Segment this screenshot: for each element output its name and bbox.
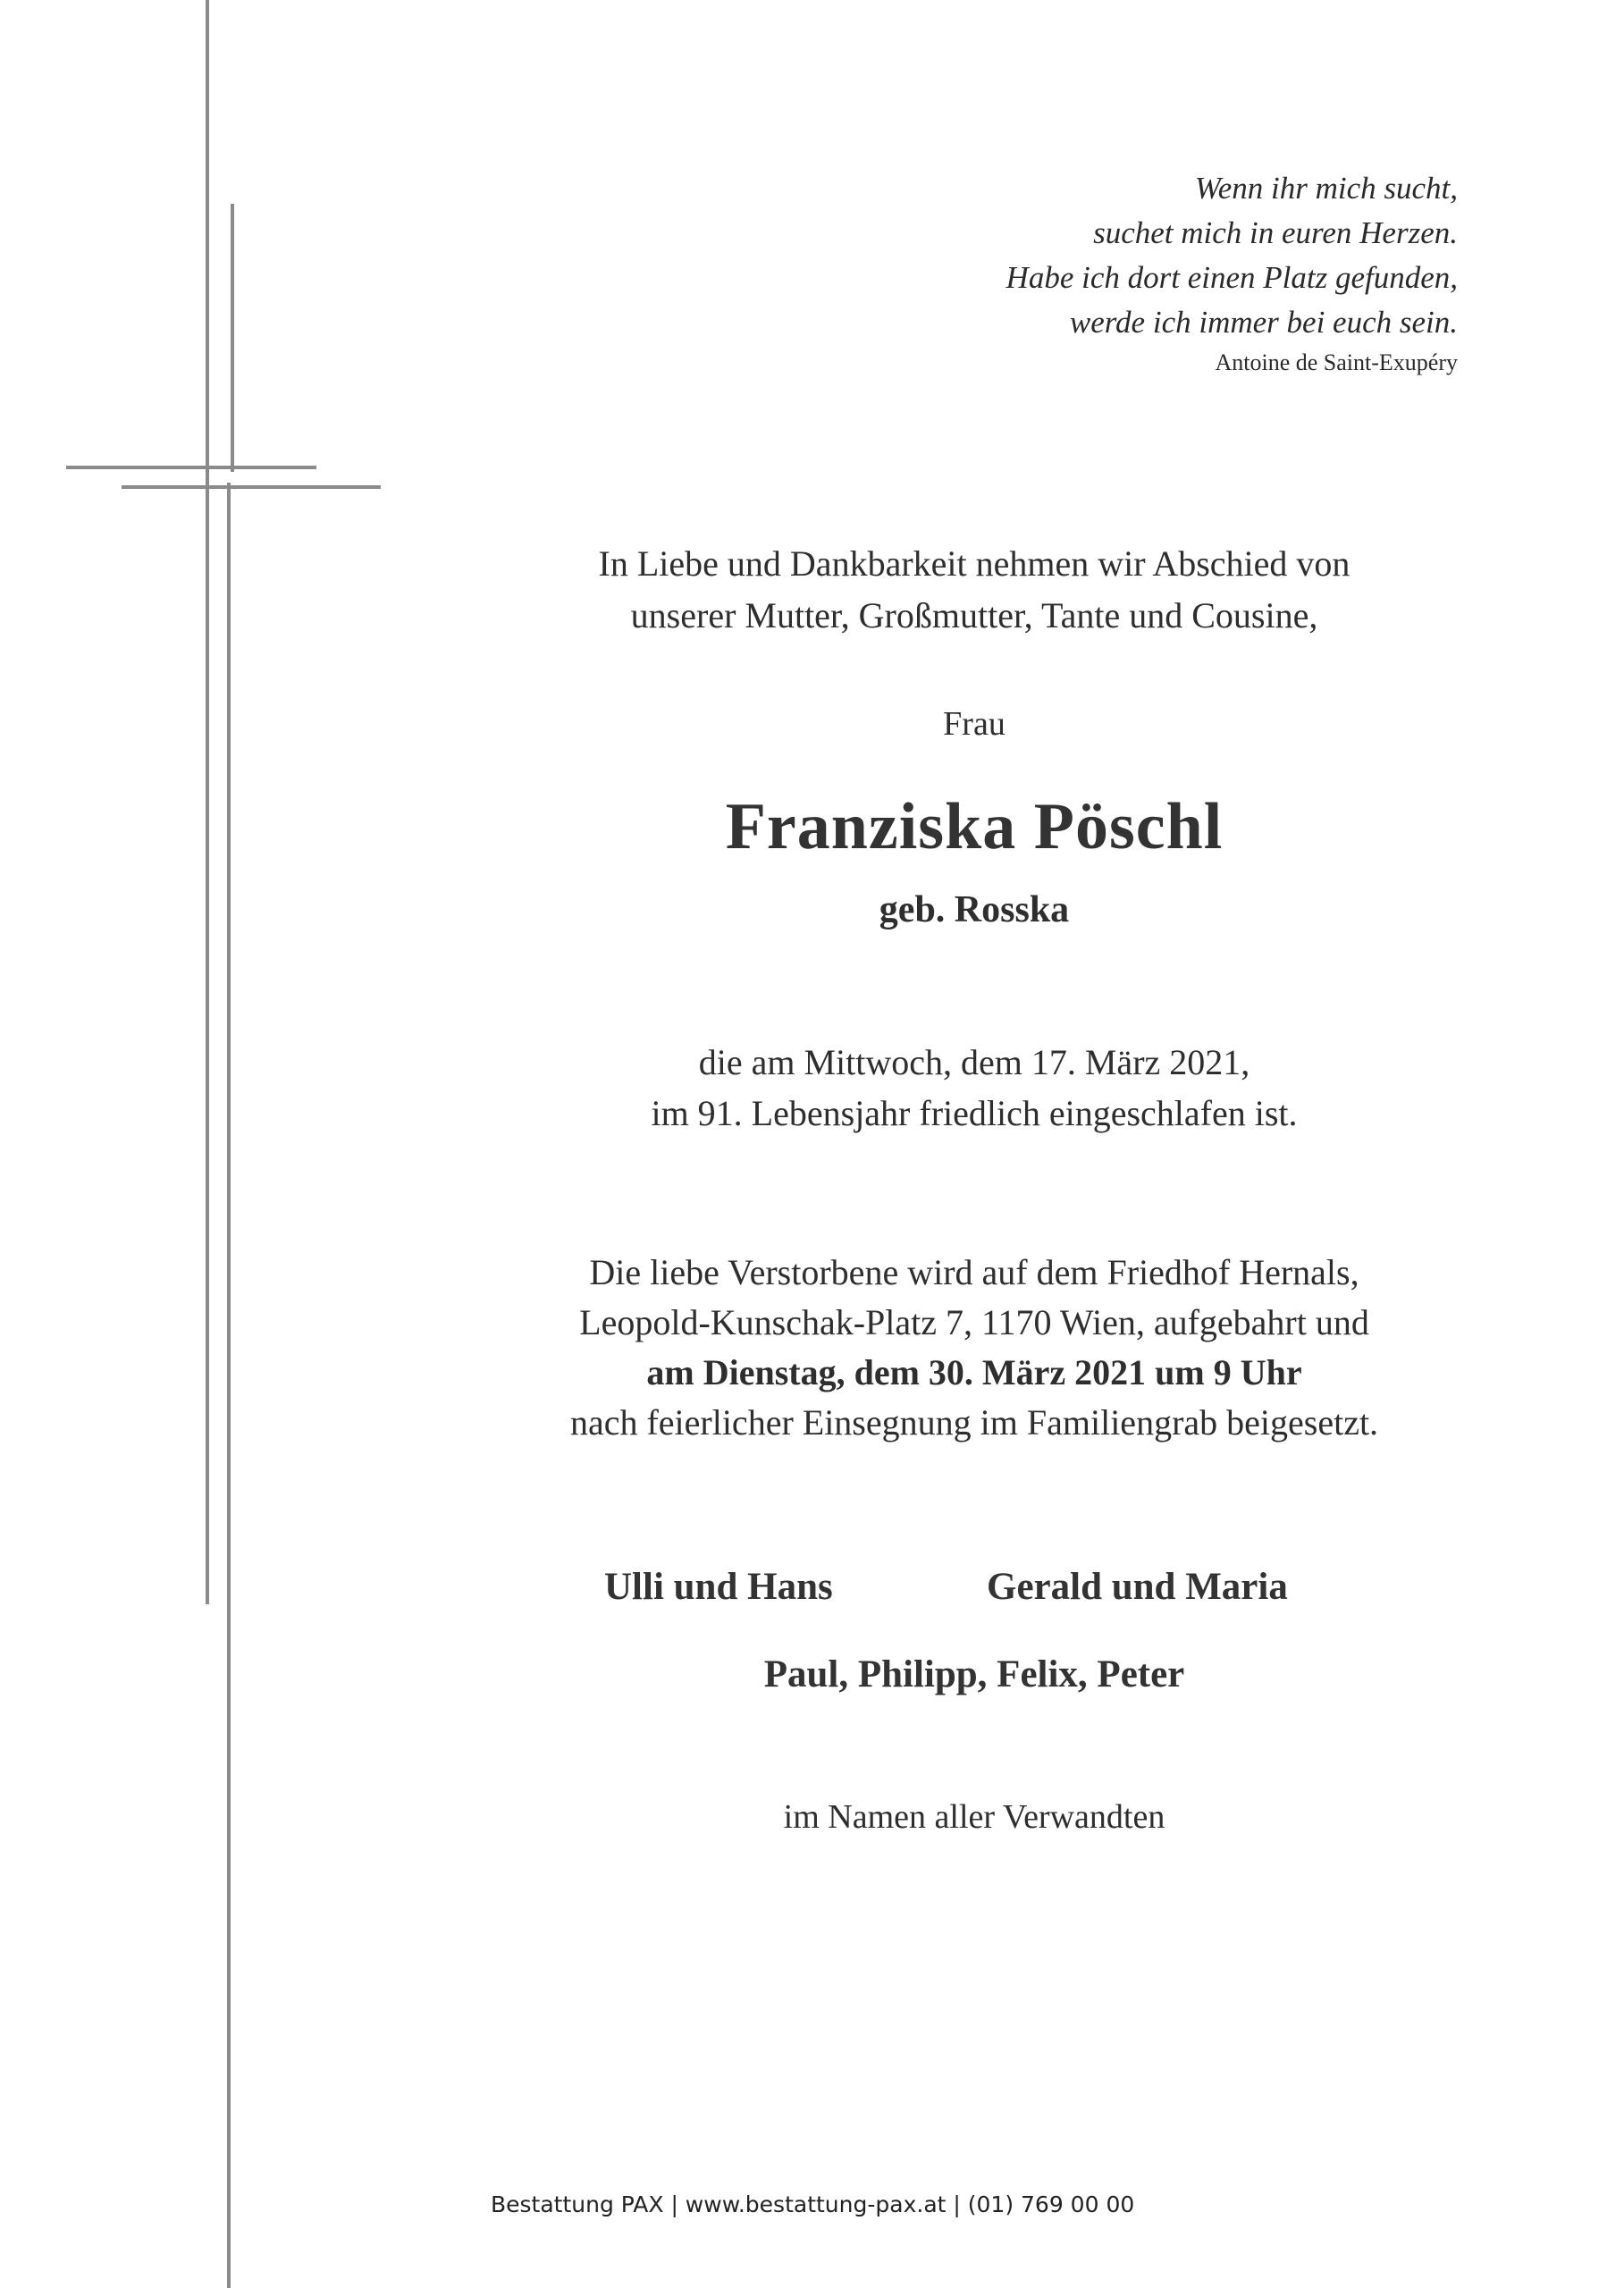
death-line: die am Mittwoch, dem 17. März 2021,	[698, 1042, 1250, 1082]
mourner-left: Ulli und Hans	[604, 1566, 833, 1608]
deceased-name: Franziska Pöschl	[725, 790, 1224, 863]
cross-horizontal-upper	[66, 466, 316, 469]
footer-contact: Bestattung PAX | www.bestattung-pax.at | (01) 769 00 00	[491, 2191, 1135, 2217]
intro-text	[501, 538, 1448, 642]
maiden-name: geb. Rosska	[879, 889, 1070, 930]
mourner-grandchildren: Paul, Philipp, Felix, Peter	[763, 1653, 1185, 1695]
funeral-line: Die liebe Verstorbene wird auf dem Friedhof Hernals,	[589, 1252, 1359, 1292]
quote-author: Antoine de Saint-Exupéry	[1215, 349, 1458, 375]
cross-vertical-right-long	[227, 483, 231, 2288]
closing-line: im Namen aller Verwandten	[783, 1798, 1165, 1836]
funeral-info	[501, 1248, 1448, 1448]
quote-line: Habe ich dort einen Platz gefunden,	[1006, 260, 1458, 295]
cross-vertical-left-long	[206, 0, 209, 1604]
salutation: Frau	[943, 705, 1006, 743]
funeral-line: nach feierlicher Einsegnung im Familiengrab beigesetzt.	[569, 1402, 1379, 1443]
death-line: im 91. Lebensjahr friedlich eingeschlafen ist.	[651, 1093, 1298, 1133]
funeral-line: Leopold-Kunschak-Platz 7, 1170 Wien, aufgebahrt und	[579, 1302, 1369, 1342]
intro-line: In Liebe und Dankbarkeit nehmen wir Abschied von	[598, 543, 1351, 584]
quote-line: suchet mich in euren Herzen.	[1093, 215, 1458, 250]
quote-line: Wenn ihr mich sucht,	[1194, 171, 1458, 206]
epigraph-quote	[1006, 166, 1458, 381]
mourner-right: Gerald und Maria	[987, 1566, 1288, 1608]
funeral-date: am Dienstag, dem 30. März 2021 um 9 Uhr	[646, 1352, 1302, 1392]
quote-line: werde ich immer bei euch sein.	[1069, 305, 1458, 340]
cross-horizontal-lower	[122, 485, 381, 489]
cross-vertical-short	[231, 204, 234, 472]
death-info	[501, 1037, 1448, 1139]
intro-line: unserer Mutter, Großmutter, Tante und Cousine,	[630, 595, 1318, 635]
